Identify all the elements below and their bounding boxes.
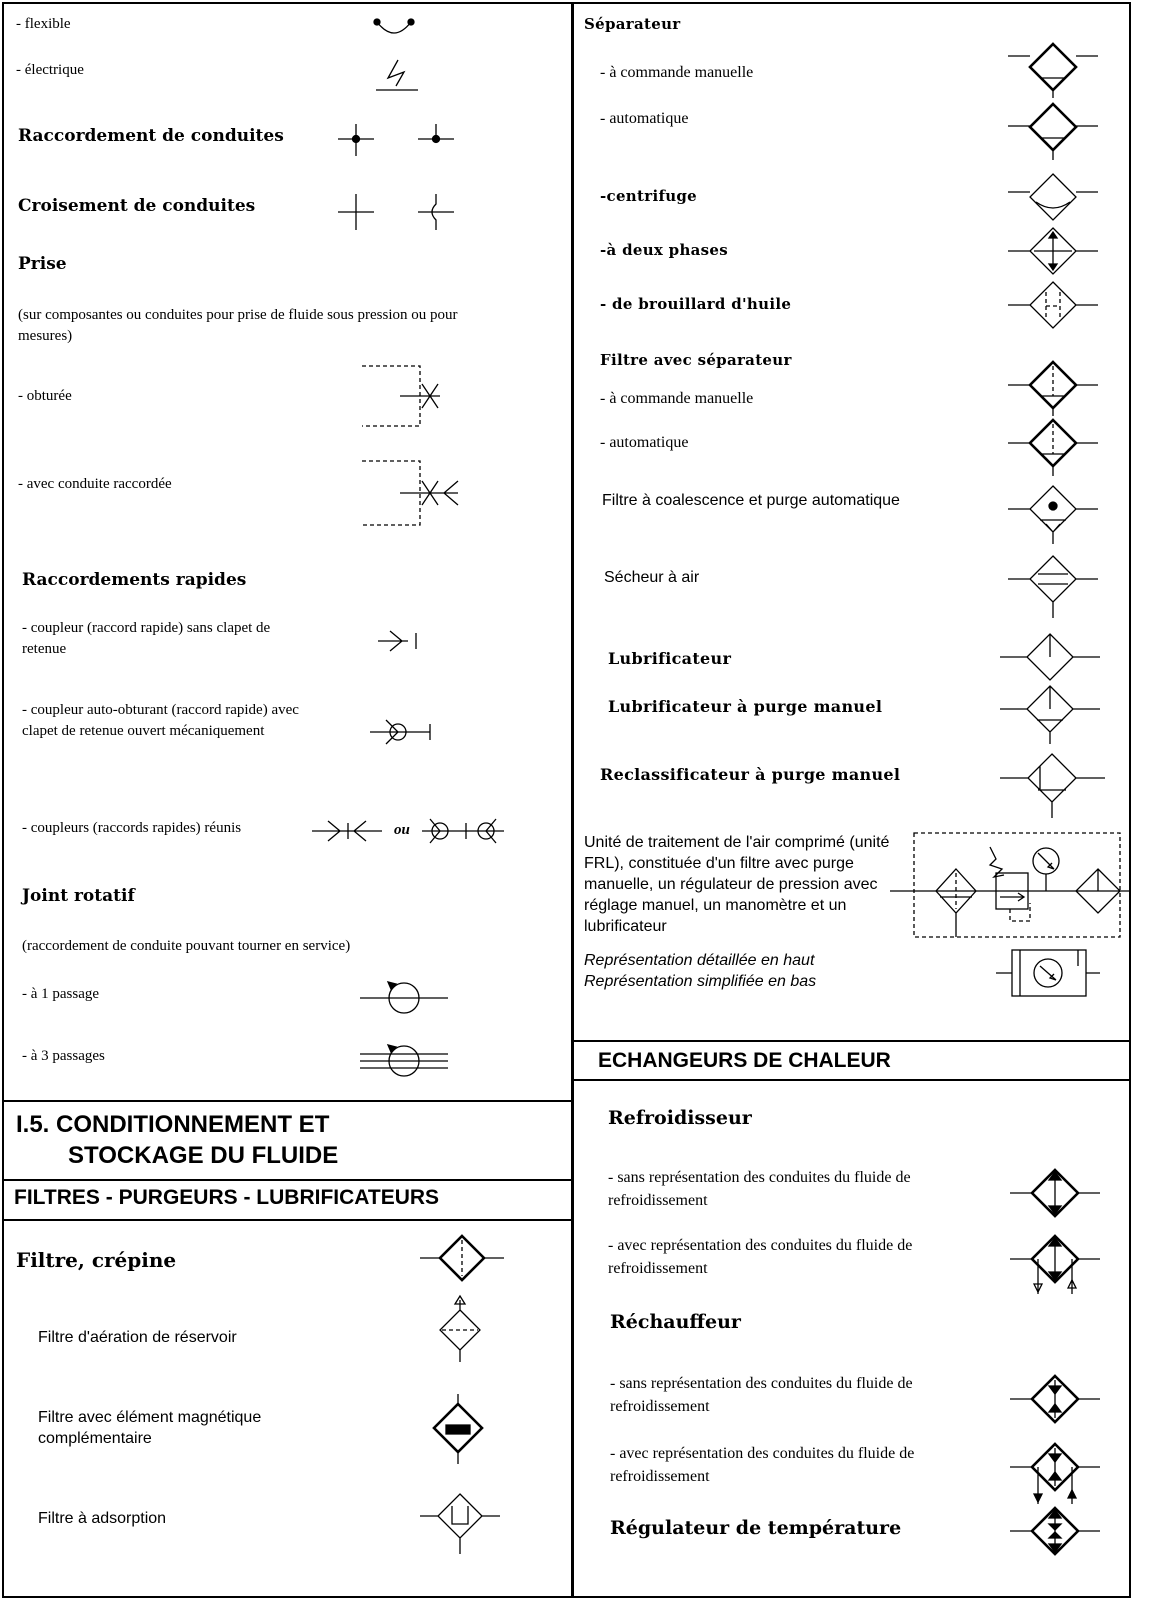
- line-crossing-symbols: [338, 192, 478, 234]
- magnetic-filter-symbol: [432, 1392, 488, 1472]
- label-fs-automatique: - automatique: [600, 434, 689, 451]
- frl-unit-simplified-symbol: [996, 946, 1100, 1002]
- divider-subtitle: [2, 1219, 573, 1221]
- label-flexible: - flexible: [16, 16, 71, 32]
- frame-left: [2, 2, 4, 1598]
- rotary-joint-one-way-symbol: [358, 978, 453, 1020]
- centrifugal-separator-symbol: [1008, 170, 1098, 226]
- label-filtre-aeration: Filtre d'aération de réservoir: [38, 1329, 237, 1346]
- label-ou: ou: [394, 822, 410, 838]
- label-coupleur-auto: - coupleur auto-obturant (raccord rapide) avec clapet de retenue ouvert mécaniquement: [22, 702, 299, 739]
- divider-echangeurs: [574, 1079, 1131, 1081]
- frl-unit-detailed-symbol: [890, 825, 1130, 945]
- label-filtre-adsorption: Filtre à adsorption: [38, 1510, 167, 1527]
- oil-mist-separator-symbol: [1008, 278, 1098, 334]
- label-separateur: Séparateur: [584, 15, 681, 33]
- air-dryer-symbol: [1008, 552, 1098, 622]
- divider-title: [2, 1179, 573, 1181]
- label-filtre-crepine: Filtre, crépine: [16, 1248, 177, 1272]
- label-centrifuge: -centrifuge: [600, 187, 698, 205]
- label-avec-conduite: - avec conduite raccordée: [18, 476, 172, 492]
- label-coupleurs-reunis: - coupleurs (raccords rapides) réunis: [22, 820, 242, 836]
- lubricator-symbol: [1000, 630, 1100, 686]
- section-title-line2: STOCKAGE DU FLUIDE: [68, 1142, 339, 1169]
- label-regulateur: Régulateur de température: [610, 1517, 902, 1539]
- label-lubrificateur: Lubrificateur: [608, 649, 732, 668]
- coalescing-filter-symbol: [1008, 482, 1098, 552]
- label-rechauffeur: Réchauffeur: [610, 1311, 741, 1333]
- label-frl: Unité de traitement de l'air comprimé (unité FRL), constituée d'un filtre avec purge manuelle, un régulateur de pression avec réglage manuel, un manomètre et un lubrificateur: [584, 834, 890, 935]
- connected-test-point-symbol: [360, 455, 470, 530]
- coupled-quick-couplings-symbol: [310, 815, 390, 849]
- flexible-line-symbol: [368, 14, 428, 38]
- self-sealing-coupling-symbol: [370, 716, 440, 750]
- label-prise: Prise: [18, 254, 67, 274]
- section-title-line1: I.5. CONDITIONNEMENT ET: [16, 1111, 330, 1138]
- adsorption-filter-symbol: [420, 1488, 500, 1558]
- label-sep-automatique: - automatique: [600, 110, 689, 127]
- label-coupleur-sans: - coupleur (raccord rapide) sans clapet de retenue: [22, 620, 271, 657]
- label-joint-rotatif: Joint rotatif: [22, 886, 135, 906]
- label-deux-phases: -à deux phases: [600, 241, 729, 259]
- label-refroidisseur: Refroidisseur: [608, 1107, 752, 1129]
- temperature-controller-symbol: [1010, 1504, 1100, 1560]
- label-reclassificateur: Reclassificateur à purge manuel: [600, 765, 901, 784]
- label-obturee: - obturée: [18, 388, 72, 404]
- cooler-with-lines-symbol: [1010, 1232, 1110, 1304]
- label-avec-rep-1: - avec représentation des conduites du fluide de refroidissement: [608, 1237, 913, 1277]
- filter-strainer-symbol: [420, 1232, 505, 1288]
- frame-right: [1129, 2, 1131, 1598]
- electric-line-symbol: [376, 58, 426, 94]
- lubricator-manual-drain-symbol: [1000, 682, 1100, 752]
- label-filtre-separateur: Filtre avec séparateur: [600, 351, 792, 369]
- divider-left-section: [2, 1100, 573, 1102]
- frame-top: [2, 2, 1131, 4]
- label-secheur: Sécheur à air: [604, 569, 700, 586]
- prise-note: (sur composantes ou conduites pour prise de fluide sous pression ou pour mesures): [18, 307, 458, 344]
- label-coalescence: Filtre à coalescence et purge automatique: [602, 492, 900, 509]
- section-subtitle: FILTRES - PURGEURS - LUBRIFICATEURS: [14, 1186, 440, 1209]
- heater-symbol: [1010, 1372, 1100, 1428]
- label-croisement: Croisement de conduites: [18, 196, 256, 216]
- automatic-filter-separator-symbol: [1008, 414, 1098, 480]
- frame-bottom: [2, 1596, 1131, 1598]
- automatic-separator-symbol: [1008, 98, 1098, 164]
- coupled-self-sealing-symbol: [420, 815, 510, 849]
- label-sans-rep-1: - sans représentation des conduites du fluide de refroidissement: [608, 1169, 911, 1209]
- two-phase-separator-symbol: [1008, 224, 1098, 280]
- label-filtre-magnetique: Filtre avec élément magnétique complémentaire: [38, 1409, 262, 1447]
- label-sep-manuelle: - à commande manuelle: [600, 64, 754, 81]
- tank-breather-filter-symbol: [436, 1292, 486, 1388]
- column-divider: [571, 2, 574, 1598]
- label-raccordement: Raccordement de conduites: [18, 126, 284, 146]
- label-raccords-rapides: Raccordements rapides: [22, 570, 247, 590]
- plugged-test-point-symbol: [360, 358, 460, 433]
- label-rep-simple: Représentation simplifiée en bas: [584, 973, 817, 990]
- divider-right-section: [574, 1040, 1131, 1042]
- label-fs-manuelle: - à commande manuelle: [600, 390, 754, 407]
- label-avec-rep-2: - avec représentation des conduites du fluide de refroidissement: [610, 1445, 915, 1485]
- echangeurs-title: ECHANGEURS DE CHALEUR: [598, 1049, 891, 1072]
- line-junction-symbols: [338, 120, 478, 160]
- label-lub-purge: Lubrificateur à purge manuel: [608, 697, 883, 716]
- label-brouillard: - de brouillard d'huile: [600, 295, 792, 313]
- manual-filter-separator-symbol: [1008, 356, 1098, 420]
- manual-separator-symbol: [1008, 40, 1098, 100]
- label-un-passage: - à 1 passage: [22, 986, 100, 1002]
- joint-note: (raccordement de conduite pouvant tourner en service): [22, 938, 351, 954]
- label-sans-rep-2: - sans représentation des conduites du fluide de refroidissement: [610, 1375, 913, 1415]
- label-electrique: - électrique: [16, 62, 84, 78]
- heater-with-lines-symbol: [1010, 1440, 1110, 1512]
- cooler-symbol: [1010, 1166, 1100, 1222]
- label-rep-detail: Représentation détaillée en haut: [584, 952, 815, 969]
- reclassifier-symbol: [1000, 750, 1105, 822]
- label-trois-passages: - à 3 passages: [22, 1048, 105, 1064]
- quick-coupling-symbol: [376, 628, 436, 658]
- rotary-joint-three-way-symbol: [358, 1040, 453, 1082]
